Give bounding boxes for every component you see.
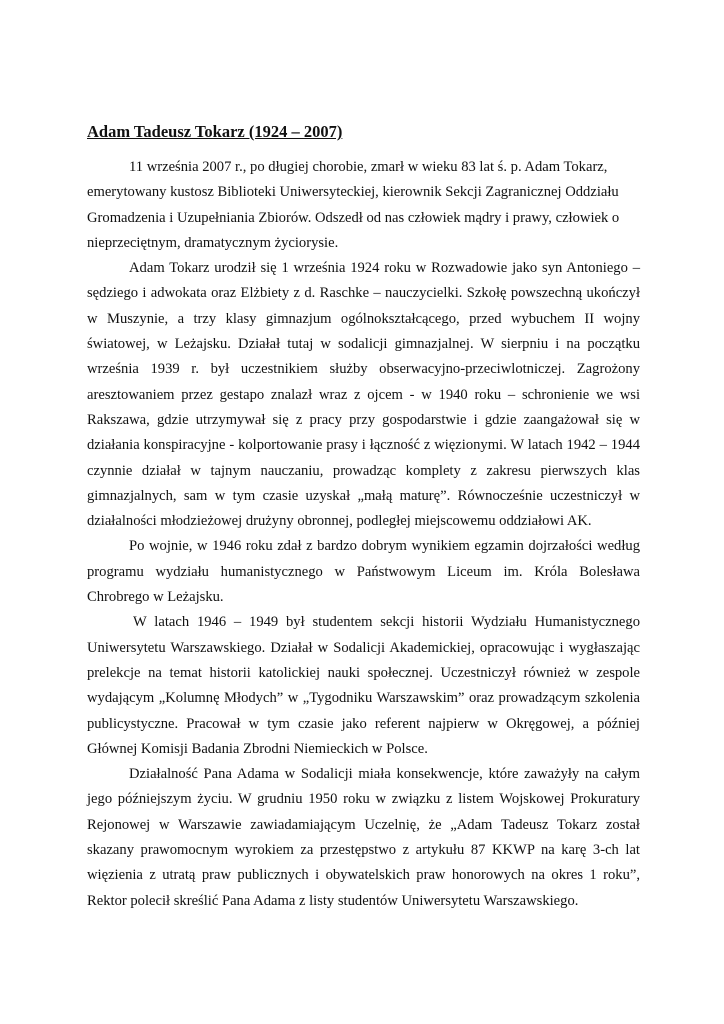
paragraph-early-life: Adam Tokarz urodził się 1 września 1924 roku w Rozwadowie jako syn Antoniego – sędziego i adwokata oraz Elżbiety z d. Raschke – nauczycielki. Szkołę powszechną ukończył w Muszynie, a trzy klasy gimnazjum ogólnokształcącego, przed wybuchem II wojny światowej, w Leżajsku. Działał tutaj w sodalicji gimnazjalnej. W sierpniu i na początku września 1939 r. był uczestnikiem służby obserwacyjno-przeciwlotniczej. Zagrożony aresztowaniem przez gestapo znalazł wraz z ojcem - w 1940 roku – schronienie we wsi Rakszawa, gdzie utrzymywał się z pracy przy gospodarstwie i gdzie zaangażował się w działania konspiracyjne - kolportowanie prasy i łączność z więzionymi. W latach 1942 – 1944 czynnie działał w tajnym nauczaniu, prowadząc komplety z zakresu pierwszych klas gimnazjalnych, sam w tym czasie uzyskał „małą maturę”. Równocześnie uczestniczył w działalności młodzieżowej drużyny obronnej, podległej miejscowemu oddziałowi AK. (87, 260, 640, 530)
document-title: Adam Tadeusz Tokarz (1924 – 2007) (87, 122, 343, 141)
paragraph-obituary-intro: 11 września 2007 r., po długiej chorobie, zmarł w wieku 83 lat ś. p. Adam Tokarz, emerytowany kustosz Biblioteki Uniwersyteckiej, kierownik Sekcji Zagranicznej Oddziału Gromadzenia i Uzupełniania Zbiorów. Odszedł od nas człowiek mądry i prawy, człowiek o nieprzeciętnym, dramatycznym życiorysie. (87, 159, 620, 251)
paragraph-sodality-consequences: Działalność Pana Adama w Sodalicji miała konsekwencje, które zaważyły na całym jego późniejszym życiu. W grudniu 1950 roku w związku z listem Wojskowej Prokuratury Rejonowej w Warszawie zawiadamiającym Uczelnię, że „Adam Tadeusz Tokarz został skazany prawomocnym wyrokiem za przestępstwo z artykułu 87 KKWP na karę 3-ch lat więzienia z utratą praw publicznych i obywatelskich praw honorowych na okres 1 roku”, Rektor polecił skreślić Pana Adama z listy studentów Uniwersytetu Warszawskiego. (87, 766, 640, 909)
paragraph-university-studies: W latach 1946 – 1949 był studentem sekcji historii Wydziału Humanistycznego Uniwersytetu Warszawskiego. Działał w Sodalicji Akademickiej, opracowując i wygłaszając prelekcje na temat historii katolickiej nauki społecznej. Uczestniczył również w zespole wydającym „Kolumnę Młodych” w „Tygodniku Warszawskim” oraz prowadzącym szkolenia publicystyczne. Pracował w tym czasie jako referent najpierw w Okręgowej, a później Głównej Komisji Badania Zbrodni Niemieckich w Polsce. (87, 614, 640, 757)
paragraph-postwar-matura: Po wojnie, w 1946 roku zdał z bardzo dobrym wynikiem egzamin dojrzałości według programu wydziału humanistycznego w Państwowym Liceum im. Króla Bolesława Chrobrego w Leżajsku. (87, 538, 640, 606)
document-body (87, 121, 640, 914)
